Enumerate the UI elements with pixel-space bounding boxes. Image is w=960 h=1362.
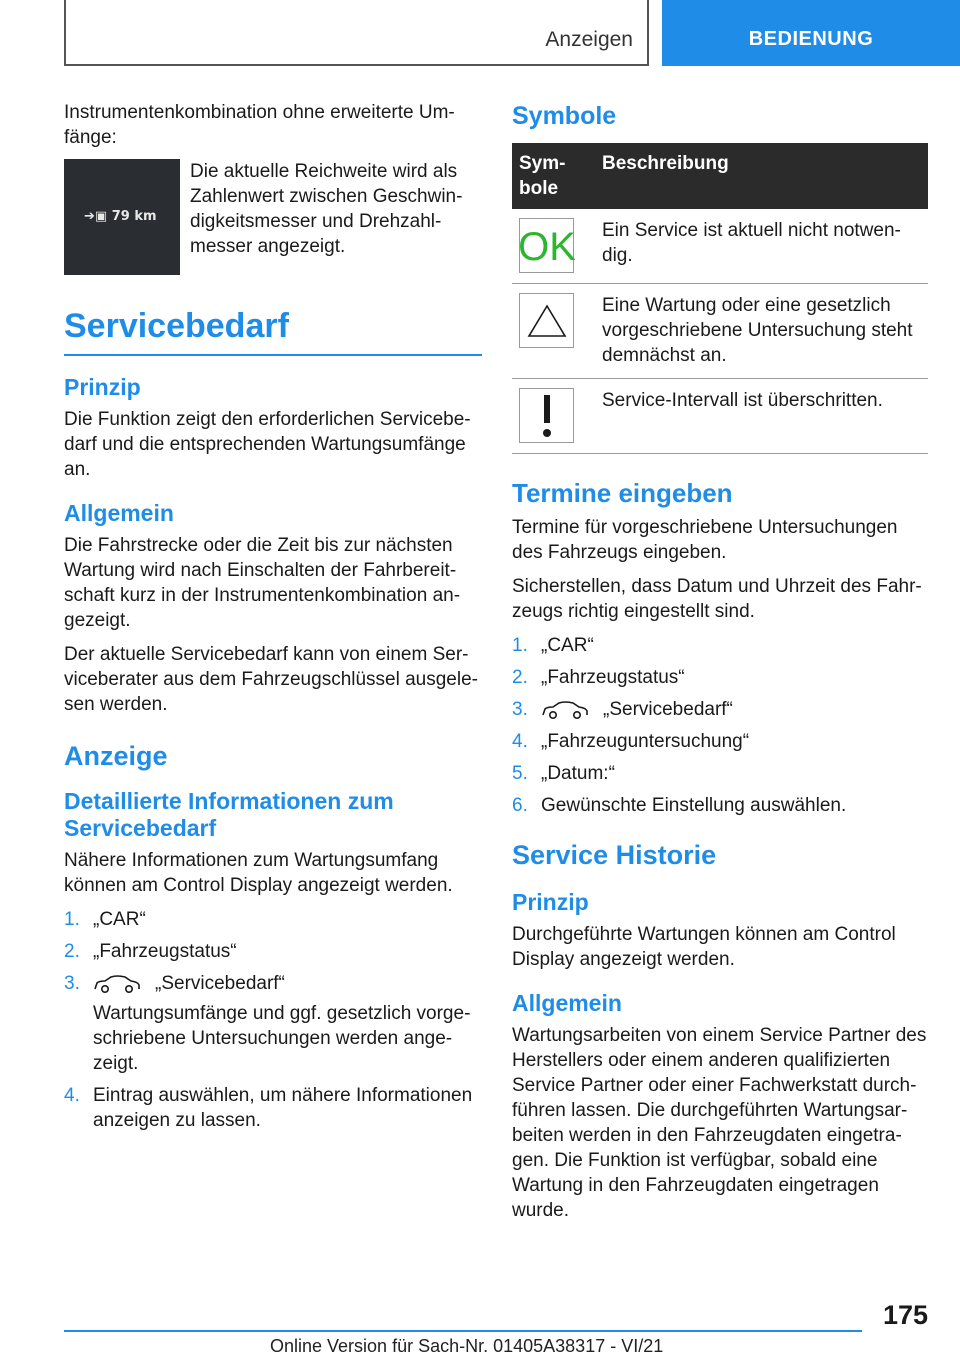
list-item: 1. „CAR“ [512, 635, 594, 656]
table-row: OK Ein Service ist aktuell nicht notwen-dig. [512, 209, 928, 284]
termine-text-1: Termine für vorgeschriebene Untersuchungen des Fahrzeugs eingeben. [512, 517, 898, 563]
intro-text: Instrumentenkombination ohne erweiterte Um-fänge: [64, 102, 455, 148]
table-row: Eine Wartung oder eine gesetzlich vorgeschriebene Untersuchung steht demnächst an. [512, 284, 928, 379]
footer-rule [64, 1330, 862, 1332]
header-section-box [64, 0, 649, 66]
step-3-detail: Wartungsumfänge und ggf. gesetzlich vorge-schriebene Untersuchungen werden ange-zeigt. [93, 1003, 471, 1074]
table-header-description: Beschreibung [602, 153, 729, 174]
list-item: 2. „Fahrzeugstatus“ [64, 941, 237, 962]
detail-steps-list [64, 907, 482, 1133]
header-chapter-tab[interactable] [662, 0, 960, 66]
table-row: Service-Intervall ist überschritten. [512, 379, 928, 454]
exclamation-icon [519, 388, 574, 443]
list-item: 1. „CAR“ [64, 909, 146, 930]
table-header-symbols: Sym-bole [519, 153, 566, 199]
heading-allgemein: Allgemein [64, 500, 174, 526]
historie-allgemein-text: Wartungsarbeiten von einem Service Partner des Herstellers oder einem anderen qualifizierten Service Partner oder einer Fachwerkstatt durch-führen lassen. Die durchgeführten Wartungsar-beiten werden in den Fahrzeugdaten eingetra-gen. Die Funktion ist verfügbar, sobald eine Wartung in den Fahrzeugdaten eingetragen wurde. [512, 1025, 927, 1221]
svg-text:OK: OK [517, 224, 576, 269]
prinzip-text: Die Funktion zeigt den erforderlichen Servicebe-darf und die entsprechenden Wartungsumfänge an. [64, 409, 471, 480]
cluster-caption: Die aktuelle Reichweite wird als Zahlenwert zwischen Geschwin-digkeitsmesser und Drehzahl-messer angezeigt. [190, 161, 463, 257]
detail-text: Nähere Informationen zum Wartungsumfang können am Control Display angezeigt werden. [64, 850, 453, 896]
cluster-figure [64, 159, 482, 275]
heading-historie-allgemein: Allgemein [512, 990, 622, 1016]
ok-icon [519, 218, 574, 273]
termine-steps-list [512, 633, 928, 818]
header-chapter-label: BEDIENUNG [748, 28, 874, 50]
header-section-title: Anzeigen [545, 28, 633, 51]
range-readout: ➔▣ 79 km [84, 209, 157, 224]
heading-termine: Termine eingeben [512, 478, 733, 508]
footer-version: Online Version für Sach-Nr. 01405A38317 - VI/21 [270, 1336, 664, 1356]
allgemein-text-2: Der aktuelle Servicebedarf kann von einem Ser-viceberater aus dem Fahrzeugschlüssel ausgele-sen werden. [64, 644, 478, 715]
list-item: 4. Eintrag auswählen, um nähere Informationen anzeigen zu lassen. [64, 1085, 473, 1131]
list-item: 3. „Servicebedarf“ Wartungsumfänge und ggf. gesetzlich vorge-schriebene Untersuchungen werden ange-zeigt. [64, 971, 482, 1076]
heading-symbole: Symbole [512, 102, 617, 130]
range-arrow-icon: ➔▣ [84, 209, 108, 224]
left-column [64, 100, 482, 1140]
allgemein-text-1: Die Fahrstrecke oder die Zeit bis zur nächsten Wartung wird nach Einschalten der Fahrbereit-schaft kurz in der Instrumentenkombination an-gezeigt. [64, 535, 461, 631]
list-item: 3. „Servicebedarf“ [512, 699, 733, 720]
historie-prinzip-text: Durchgeführte Wartungen können am Control Display angezeigt werden. [512, 924, 896, 970]
heading-historie: Service Historie [512, 840, 717, 870]
list-item: 5. „Datum:“ [512, 763, 615, 784]
car-icon [541, 700, 589, 720]
table-header [512, 143, 928, 209]
list-item: 6. Gewünschte Einstellung auswählen. [512, 795, 847, 816]
instrument-cluster-image [64, 159, 180, 275]
list-item: 2. „Fahrzeugstatus“ [512, 667, 685, 688]
heading-prinzip: Prinzip [64, 374, 141, 400]
right-column [512, 100, 928, 1232]
heading-anzeige: Anzeige [64, 741, 168, 771]
heading-historie-prinzip: Prinzip [512, 889, 589, 915]
heading-servicebedarf: Servicebedarf [64, 307, 482, 356]
symbols-table [512, 143, 928, 454]
list-item: 4. „Fahrzeuguntersuchung“ [512, 731, 750, 752]
heading-detail: Detaillierte Informationen zum Servicebedarf [64, 788, 394, 841]
termine-text-2: Sicherstellen, dass Datum und Uhrzeit des Fahr-zeugs richtig eingestellt sind. [512, 576, 922, 622]
warning-triangle-icon [519, 293, 574, 348]
car-icon [93, 974, 141, 994]
page-number: 175 [882, 1300, 928, 1330]
